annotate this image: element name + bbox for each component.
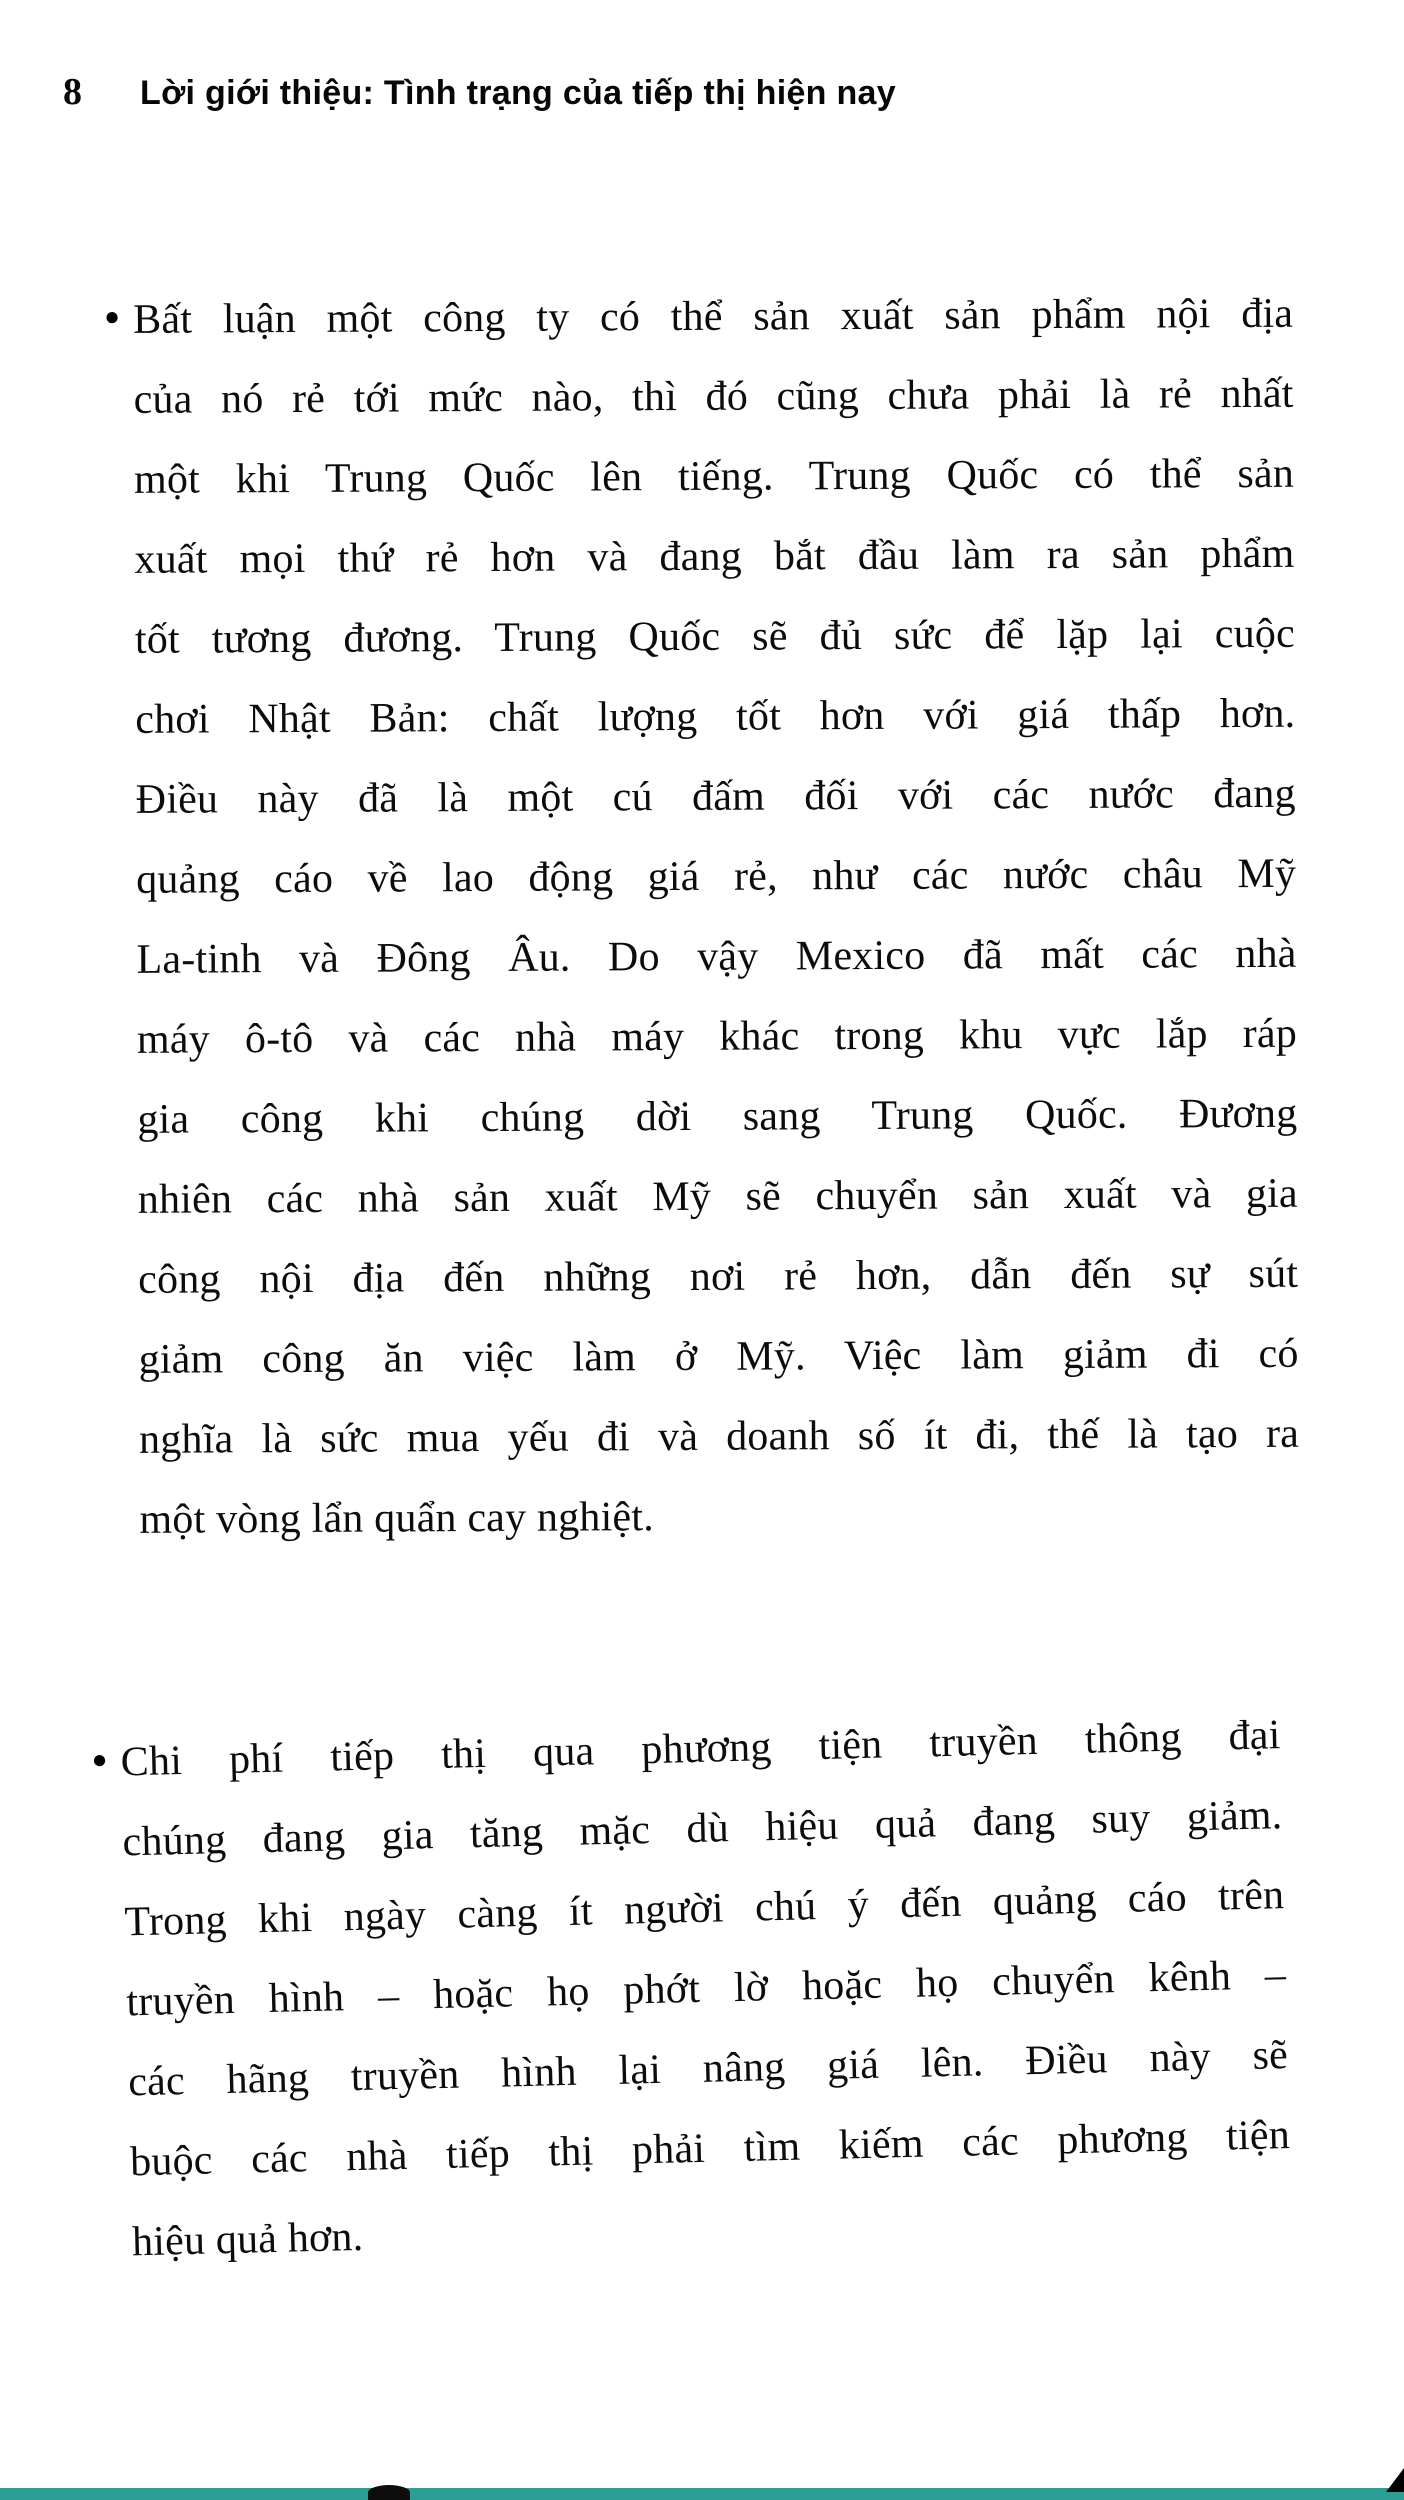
text-line: xuất mọi thứ rẻ hơn và đang bắt đầu làm ra sản phẩm: [134, 530, 1295, 583]
bullet-paragraph: [120, 1695, 1293, 2282]
text-line: Chi phí tiếp thị qua phương tiện truyền thông đại: [120, 1712, 1281, 1786]
text-line: quảng cáo về lao động giá rẻ, như các nước châu Mỹ: [136, 850, 1297, 903]
text-line: tốt tương đương. Trung Quốc sẽ đủ sức để lặp lại cuộc: [134, 610, 1295, 663]
text-line: Điều này đã là một cú đấm đối với các nước đang: [135, 770, 1296, 823]
text-line: gia công khi chúng dời sang Trung Quốc. Đương: [137, 1090, 1298, 1143]
footer-color-bar: [0, 2488, 1404, 2500]
page-number: 8: [63, 71, 82, 113]
text-line: của nó rẻ tới mức nào, thì đó cũng chưa phải là rẻ nhất: [133, 370, 1294, 423]
page-header: [63, 70, 896, 114]
text-line: Trong khi ngày càng ít người chú ý đến quảng cáo trên: [123, 1872, 1285, 1946]
text-line: chúng đang gia tăng mặc dù hiệu quả đang suy giảm.: [122, 1792, 1283, 1866]
running-title: Lời giới thiệu: Tình trạng của tiếp thị hiện nay: [140, 74, 896, 112]
text-line: máy ô-tô và các nhà máy khác trong khu vực lắp ráp: [136, 1010, 1298, 1063]
text-line: giảm công ăn việc làm ở Mỹ. Việc làm giảm đi có: [138, 1330, 1299, 1383]
text-line: một vòng lẩn quẩn cay nghiệt.: [139, 1494, 654, 1543]
text-line: nghĩa là sức mua yếu đi và doanh số ít đi, thế là tạo ra: [138, 1410, 1300, 1463]
text-line: một khi Trung Quốc lên tiếng. Trung Quốc có thể sản: [133, 450, 1295, 503]
text-line: các hãng truyền hình lại nâng giá lên. Điều này sẽ: [127, 2032, 1289, 2106]
scan-artifact-notch-icon: [368, 2485, 410, 2500]
bullet-icon: ●: [104, 301, 120, 331]
text-line: chơi Nhật Bản: chất lượng tốt hơn với giá thấp hơn.: [135, 690, 1296, 743]
text-line: hiệu quả hơn.: [131, 2213, 364, 2266]
scan-artifact-corner-icon: [1386, 2468, 1404, 2492]
text-line: La-tinh và Đông Âu. Do vậy Mexico đã mất các nhà: [136, 930, 1297, 983]
text-line: truyền hình – hoặc họ phớt lờ hoặc họ chuyển kênh –: [125, 1952, 1287, 2026]
bullet-item: [91, 1695, 1296, 2283]
bullet-paragraph: [133, 274, 1300, 1560]
text-line: Bất luận một công ty có thể sản xuất sản phẩm nội địa: [133, 290, 1294, 343]
text-line: công nội địa đến những nơi rẻ hơn, dẫn đến sự sút: [138, 1250, 1299, 1303]
text-line: nhiên các nhà sản xuất Mỹ sẽ chuyển sản xuất và gia: [137, 1170, 1298, 1223]
bullet-list: [91, 280, 1300, 2283]
bullet-item: [104, 274, 1303, 1560]
text-line: buộc các nhà tiếp thị phải tìm kiếm các phương tiện: [129, 2112, 1291, 2186]
bullet-icon: ●: [91, 1744, 108, 1775]
